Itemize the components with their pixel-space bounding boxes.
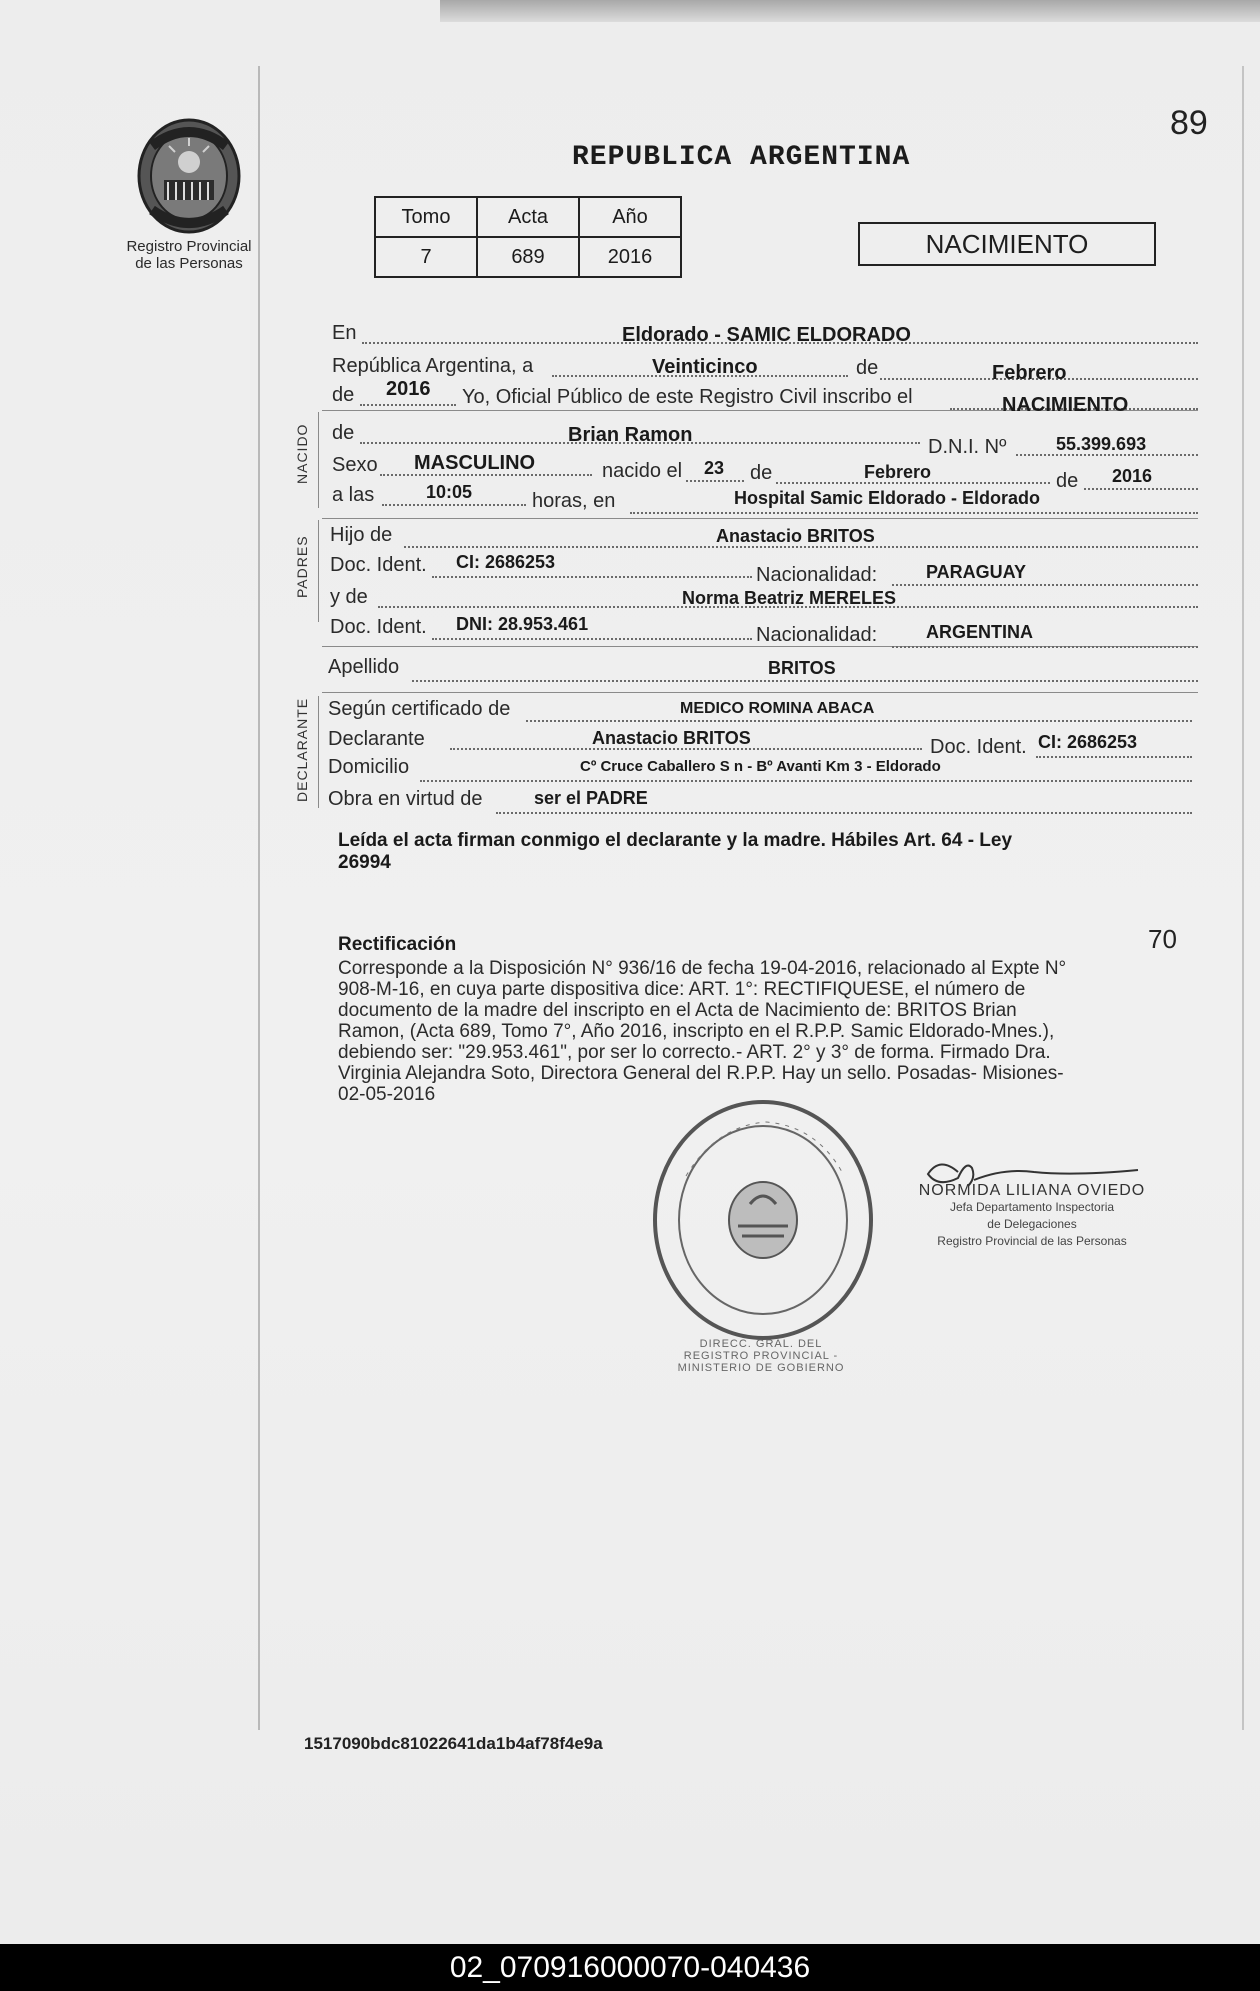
value-dni: 55.399.693	[1056, 434, 1147, 454]
section-label-padres: PADRES	[294, 535, 310, 598]
registry-header-acta: Acta	[477, 197, 579, 237]
seal-caption-line1: Registro Provincial	[126, 238, 252, 255]
page-number: 89	[1170, 104, 1208, 142]
value-tipo: NACIMIENTO	[1002, 394, 1129, 416]
value-doc-padre: CI: 2686253	[456, 552, 556, 572]
signature-line-3: de Delegaciones	[987, 1217, 1077, 1231]
label-domicilio: Domicilio	[328, 756, 410, 778]
leader-doc-padre	[432, 576, 752, 578]
label-de-anio: de	[332, 384, 355, 406]
label-doc-madre: Doc. Ident.	[330, 616, 427, 638]
label-obra: Obra en virtud de	[328, 788, 483, 810]
value-domicilio: Cº Cruce Caballero S n - Bº Avanti Km 3 - Eldorado	[580, 758, 941, 775]
signature-name: NORMIDA LILIANA OVIEDO	[918, 1182, 1146, 1199]
value-lugar: Eldorado - SAMIC ELDORADO	[622, 324, 911, 346]
label-dni: D.N.I. Nº	[928, 436, 1007, 458]
value-sexo: MASCULINO	[414, 452, 536, 474]
value-apellido: BRITOS	[768, 658, 836, 678]
nacido-side-bar	[318, 412, 319, 508]
value-padre: Anastacio BRITOS	[716, 526, 875, 546]
value-declarante: Anastacio BRITOS	[592, 728, 751, 748]
label-horas-en: horas, en	[532, 490, 616, 512]
rectificacion-line: 908-M-16, en cuya parte dispositiva dice: ART. 1°: RECTIFIQUESE, el número de	[338, 979, 1026, 1000]
leader-nac-padre	[892, 584, 1198, 586]
label-doc-padre: Doc. Ident.	[330, 554, 427, 576]
label-y-de: y de	[330, 586, 368, 608]
label-apellido: Apellido	[328, 656, 400, 678]
scan-edge-shadow	[440, 0, 1260, 22]
label-de-mes: de	[856, 357, 879, 379]
label-nacido-el: nacido el	[602, 460, 683, 482]
label-en: En	[332, 322, 357, 344]
registry-value-acta: 689	[477, 237, 579, 277]
value-anio: 2016	[386, 378, 431, 400]
leader-obra	[496, 812, 1192, 814]
document-title: REPUBLICA ARGENTINA	[572, 142, 911, 173]
leida-line-1: Leída el acta firman conmigo el declarante y la madre. Hábiles Art. 64 - Ley	[338, 830, 1013, 851]
label-republica: República Argentina, a	[332, 355, 534, 377]
label-oficial: Yo, Oficial Público de este Registro Civil inscribo el	[462, 386, 913, 408]
record-type-box: NACIMIENTO	[858, 222, 1156, 266]
rectificacion-line: Ramon, (Acta 689, Tomo 7°, Año 2016, inscripto en el R.P.P. Samic Eldorado-Mnes.),	[338, 1021, 1055, 1042]
value-nombre: Brian Ramon	[568, 424, 693, 446]
seal-caption-line2: de las Personas	[135, 255, 243, 272]
label-hijo-de: Hijo de	[330, 524, 393, 546]
signature-line-2: Jefa Departamento Inspectoria	[949, 1200, 1115, 1214]
label-nacido-de: de	[750, 462, 773, 484]
leader-apellido	[412, 680, 1198, 682]
rule-declarante-top	[322, 692, 1198, 693]
leader-lugar-nacimiento	[630, 512, 1198, 514]
leader-hora	[382, 504, 526, 506]
label-nacido-de2: de	[1056, 470, 1079, 492]
rectificacion-line: documento de la madre del inscripto en el Acta de Nacimiento de: BRITOS Brian	[338, 1000, 1017, 1021]
value-dia: Veinticinco	[652, 356, 758, 378]
value-nacionalidad-padre: PARAGUAY	[926, 562, 1027, 582]
rectificacion-body	[338, 958, 1198, 1105]
value-obra: ser el PADRE	[534, 788, 648, 808]
value-mes: Febrero	[992, 362, 1067, 384]
leader-nacido-dia	[686, 480, 744, 482]
value-nacido-dia: 23	[704, 458, 725, 478]
section-label-nacido: NACIDO	[294, 423, 310, 484]
rule-padres-top	[322, 518, 1198, 519]
rectificacion-heading: Rectificación	[338, 934, 457, 955]
label-de-nombre: de	[332, 422, 355, 444]
provincial-seal-icon	[130, 110, 248, 238]
provincial-seal-block	[118, 110, 260, 272]
rectificacion-line: 02-05-2016	[338, 1084, 436, 1105]
label-declarante: Declarante	[328, 728, 425, 750]
label-segun: Según certificado de	[328, 698, 511, 720]
registry-value-anio: 2016	[579, 237, 681, 277]
label-nacionalidad-madre: Nacionalidad:	[756, 624, 878, 646]
stamp-text: DIRECC. GRAL. DEL REGISTRO PROVINCIAL - MINISTERIO DE GOBIERNO	[677, 1338, 845, 1374]
value-hora: 10:05	[426, 482, 473, 502]
leader-doc-madre	[432, 638, 752, 640]
leader-nacido-anio	[1084, 488, 1198, 490]
padres-side-bar	[318, 520, 319, 622]
certificate-sheet	[258, 66, 1244, 1730]
value-certificado: MEDICO ROMINA ABACA	[680, 700, 875, 717]
document-hash: 1517090bdc81022641da1b4af78f4e9a	[304, 1734, 603, 1753]
leader-anio	[360, 404, 456, 406]
value-nacionalidad-madre: ARGENTINA	[926, 622, 1033, 642]
value-doc-declarante: CI: 2686253	[1038, 732, 1138, 752]
value-nacido-anio: 2016	[1112, 466, 1153, 486]
leader-certificado	[526, 720, 1192, 722]
signature-block	[912, 1182, 1152, 1250]
label-doc-declarante: Doc. Ident.	[930, 736, 1027, 758]
rectificacion-line: Corresponde a la Disposición N° 936/16 de fecha 19-04-2016, relacionado al Expte N°	[338, 958, 1067, 979]
rectificacion-line: debiendo ser: "29.953.461", por ser lo correcto.- ART. 2° y 3° de forma. Firmado Dra.	[338, 1042, 1051, 1063]
leader-domicilio	[420, 780, 1192, 782]
official-stamp-icon	[650, 1096, 876, 1344]
label-a-las: a las	[332, 484, 375, 506]
leida-line-2: 26994	[338, 852, 391, 873]
footer-bar	[0, 1944, 1260, 1991]
registry-header-anio: Año	[579, 197, 681, 237]
rectificacion-number: 70	[1148, 924, 1177, 954]
label-sexo: Sexo	[332, 454, 378, 476]
registry-header-tomo: Tomo	[375, 197, 477, 237]
declarante-side-bar	[318, 696, 319, 808]
leader-nac-madre	[892, 646, 1198, 648]
registry-table	[374, 196, 682, 278]
value-nacido-mes: Febrero	[864, 462, 932, 482]
section-label-declarante: DECLARANTE	[294, 697, 310, 802]
value-doc-madre: DNI: 28.953.461	[456, 614, 589, 634]
value-lugar-nacimiento: Hospital Samic Eldorado - Eldorado	[734, 488, 1041, 508]
registry-value-tomo: 7	[375, 237, 477, 277]
leader-doc-declarante	[1036, 756, 1192, 758]
signature-line-4: Registro Provincial de las Personas	[937, 1234, 1127, 1248]
footer-id: 02_070916000070-040436	[449, 1951, 811, 1984]
value-madre: Norma Beatriz MERELES	[682, 588, 897, 608]
rectificacion-line: Virginia Alejandra Soto, Directora General del R.P.P. Hay un sello. Posadas- Misiones-	[338, 1063, 1064, 1084]
label-nacionalidad-padre: Nacionalidad:	[756, 564, 878, 586]
